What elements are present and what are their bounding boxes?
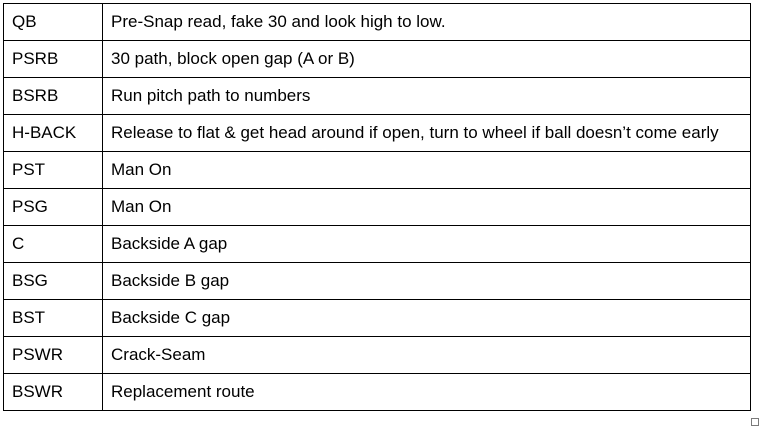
table-row bbox=[4, 226, 751, 263]
position-cell: BST bbox=[4, 300, 103, 337]
table-row bbox=[4, 152, 751, 189]
table-row bbox=[4, 300, 751, 337]
assignment-cell: Man On bbox=[103, 152, 751, 189]
position-cell: PSWR bbox=[4, 337, 103, 374]
assignment-cell: Crack-Seam bbox=[103, 337, 751, 374]
table-row bbox=[4, 41, 751, 78]
table-row bbox=[4, 337, 751, 374]
table-row bbox=[4, 374, 751, 411]
table-resize-handle[interactable] bbox=[751, 418, 759, 426]
assignment-cell: Release to flat & get head around if open, turn to wheel if ball doesn’t come early bbox=[103, 115, 751, 152]
position-cell: QB bbox=[4, 4, 103, 41]
table-row bbox=[4, 115, 751, 152]
position-cell: BSWR bbox=[4, 374, 103, 411]
assignment-cell: 30 path, block open gap (A or B) bbox=[103, 41, 751, 78]
position-cell: BSG bbox=[4, 263, 103, 300]
table-row bbox=[4, 189, 751, 226]
assignment-cell: Replacement route bbox=[103, 374, 751, 411]
assignment-cell: Backside C gap bbox=[103, 300, 751, 337]
position-cell: PSRB bbox=[4, 41, 103, 78]
assignment-cell: Pre-Snap read, fake 30 and look high to low. bbox=[103, 4, 751, 41]
assignment-cell: Run pitch path to numbers bbox=[103, 78, 751, 115]
table-row bbox=[4, 263, 751, 300]
position-cell: H-BACK bbox=[4, 115, 103, 152]
table-row bbox=[4, 4, 751, 41]
assignment-table bbox=[3, 3, 751, 411]
position-cell: BSRB bbox=[4, 78, 103, 115]
assignment-cell: Backside B gap bbox=[103, 263, 751, 300]
assignment-cell: Man On bbox=[103, 189, 751, 226]
position-cell: PST bbox=[4, 152, 103, 189]
assignment-cell: Backside A gap bbox=[103, 226, 751, 263]
table-row bbox=[4, 78, 751, 115]
position-cell: PSG bbox=[4, 189, 103, 226]
position-cell: C bbox=[4, 226, 103, 263]
